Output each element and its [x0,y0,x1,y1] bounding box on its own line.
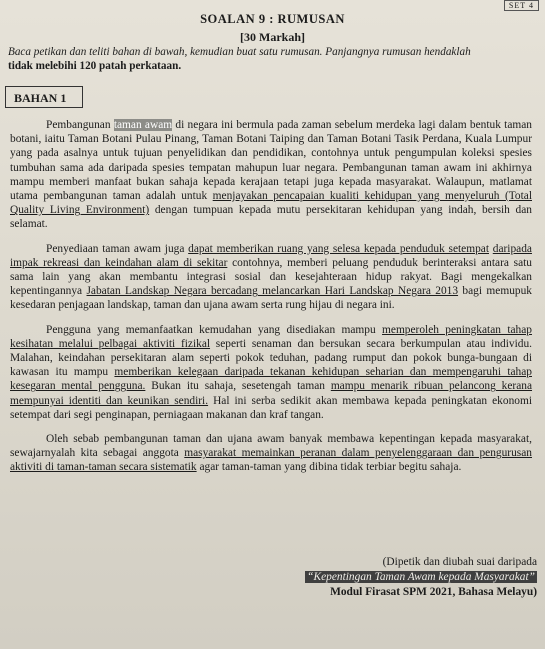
set-tag: SET 4 [504,0,539,11]
source-citation [305,555,537,600]
underlined-point: daripada impak rekreasi dan keindahan alam di sekitar [10,242,532,269]
passage-text: contohnya, memberi peluang penduduk berinteraksi antara satu sama lain yang akan membantu integrasi sosial dan kesejahteraan hidup rakyat. Bagi mengekalkan kepentingannya [10,256,532,298]
source-line-2 [305,570,537,585]
passage-text: Pengguna yang memanfaatkan kemudahan yang disediakan mampu [46,323,383,336]
passage-text: seperti senaman dan bersukan secara berkumpulan atau individu. Malahan, keindahan persekitaran alam seperti pokok teduhan, padang rumput dan pokok bunga-bungaan di kawasan itu mampu [10,337,532,379]
passage-text: Bukan itu sahaja, sesetengah taman [145,380,331,393]
underlined-point: Jabatan Landskap Negara bercadang melancarkan Hari Landskap Negara 2013 [86,285,459,298]
passage-text: Penyediaan taman awam juga [46,242,189,255]
passage-paragraph [10,118,532,232]
passage-text: di negara ini bermula pada zaman sebelum merdeka lagi dalam bentuk taman botani, iaitu Taman Botani Pulau Pinang, Taman Botani Taiping dan Taman Botani Tasik Perdana, Kuala Lumpur yang pada asalnya untuk tujuan penyelidikan dan pendidikan, contohnya untuk pengumpulan koleksi spesies tumbuhan sama ada daripada spesies tempatan mahupun luar negara. Pembangunan taman awam ini akhirnya mampu memberi manfaat bukan sahaja kepada kerajaan tetapi juga kepada masyarakat. Walaupun, matlamat utama pembangunan taman adalah untuk [10,119,532,203]
passage-paragraph [10,242,532,313]
passage-text: bagi memupuk kesedaran penjagaan landskap, taman dan ujana awam serta rung hijau di negara ini. [10,285,532,312]
underlined-point: memberikan kelegaan daripada tekanan kehidupan seharian dan mempengaruhi tahap kesegaran mental pengguna. [10,366,532,393]
underlined-point: menjayakan pencapaian kualiti kehidupan yang menyeluruh (Total Quality Living Environment) [10,190,532,217]
source-line-1: (Dipetik dan diubah suai daripada [382,556,537,568]
underlined-point: dapat memberikan ruang yang selesa kepada penduduk setempat [188,242,489,255]
source-line-3: Modul Firasat SPM 2021, Bahasa Melayu) [330,586,537,598]
question-title: SOALAN 9 : RUMUSAN [200,12,345,26]
passage-text: Oleh sebab pembangunan taman dan ujana awam banyak membawa kepentingan kepada masyarakat, sewajarnyalah kita sebagai anggota [10,433,532,460]
passage-body [10,118,532,475]
underlined-point: memperoleh peningkatan tahap kesihatan melalui pelbagai aktiviti fizikal [10,323,532,350]
passage-text: dengan tumpuan kepada mutu persekitaran kehidupan yang indah, bersih dan selamat. [10,204,532,231]
instruction-text: Baca petikan dan teliti bahan di bawah, kemudian buat satu rumusan. Panjangnya rumusan hendaklah [8,46,471,58]
passage-text: agar taman-taman yang dibina tidak terbiar begitu sahaja. [196,461,462,474]
passage-text: Pembangunan [46,119,114,131]
word-limit-text: tidak melebihi 120 patah perkataan. [8,60,182,72]
underlined-point: mampu menarik ribuan pelancong kerana mempunyai identiti dan keunikan sendiri. [10,380,533,407]
passage-text: Hal ini serba sedikit akan membawa kepada peningkatan ekonomi setempat dari segi penginapan, perniagaan makanan dan kraf tangan. [10,394,532,421]
underlined-point: masyarakat memainkan peranan dalam penyelenggaraan dan pengurusan aktiviti di taman-taman secara sistematik [10,447,532,474]
marks-label: [30 Markah] [240,30,305,44]
passage-paragraph [10,323,532,422]
source-title: “Kepentingan Taman Awam kepada Masyarakat” [307,571,535,583]
passage-paragraph [10,432,532,475]
highlighted-term: taman awam [113,119,173,131]
bahan-label-box: BAHAN 1 [5,86,83,108]
